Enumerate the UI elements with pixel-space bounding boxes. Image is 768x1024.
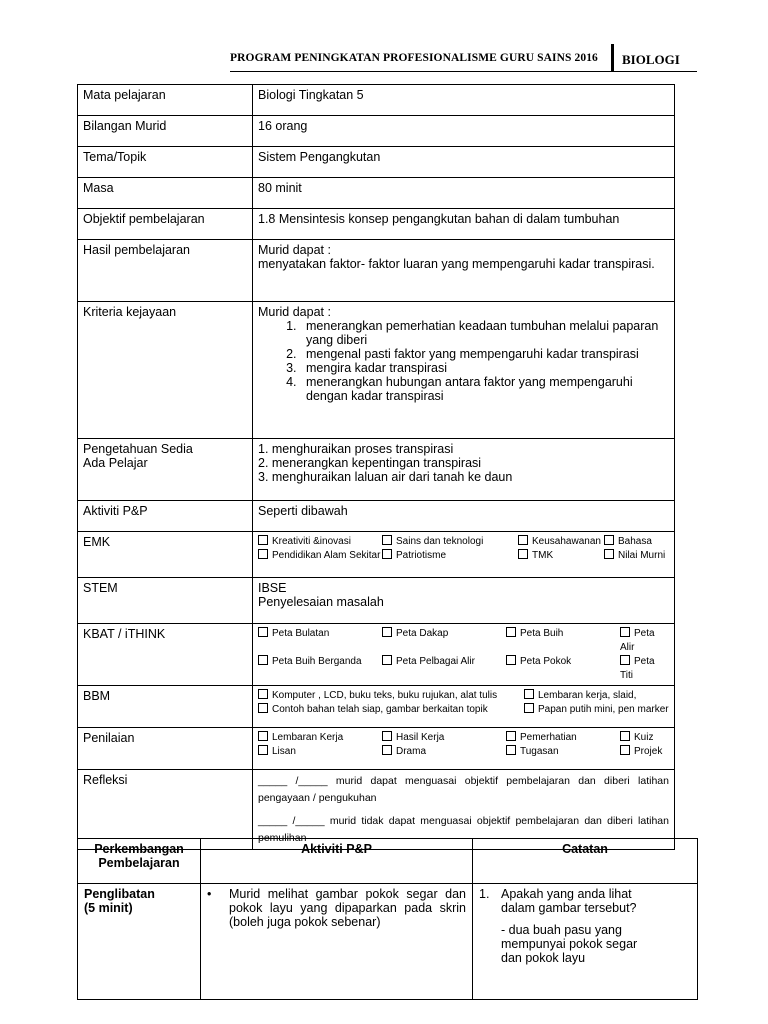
note-number: 1. bbox=[479, 887, 490, 901]
option[interactable]: Peta Alir bbox=[620, 628, 655, 653]
list-item: 1. menghuraikan proses transpirasi bbox=[258, 442, 454, 456]
list-item: 4. menerangkan hubungan antara faktor yang mempengaruhi dengan kadar transpirasi bbox=[300, 375, 669, 403]
checkbox[interactable] bbox=[518, 549, 528, 559]
option[interactable]: Peta Pokok bbox=[506, 655, 620, 683]
checkbox[interactable] bbox=[258, 689, 268, 699]
checkbox[interactable] bbox=[506, 731, 516, 741]
option[interactable]: Nilai Murni bbox=[604, 549, 669, 563]
col-header-notes: Catatan bbox=[473, 839, 698, 884]
row-objektif bbox=[78, 209, 675, 240]
header-divider bbox=[611, 44, 614, 72]
checkbox[interactable] bbox=[382, 549, 392, 559]
row-bilangan-murid bbox=[78, 116, 675, 147]
list-item: 2. menerangkan kepentingan transpirasi bbox=[258, 456, 482, 470]
reflection-line: _____ /_____ murid tidak dapat menguasai objektif pembelajaran dan diberi latihan pemulihan bbox=[258, 815, 669, 844]
lesson-plan-table bbox=[77, 84, 675, 850]
option[interactable]: Drama bbox=[382, 745, 506, 759]
checkbox[interactable] bbox=[604, 549, 614, 559]
subject-label: BIOLOGI bbox=[622, 52, 680, 67]
row-mata-pelajaran bbox=[78, 85, 675, 116]
value-cell: Seperti dibawah bbox=[253, 501, 675, 532]
option[interactable]: Tugasan bbox=[506, 745, 620, 759]
label-cell: EMK bbox=[78, 532, 253, 578]
label-cell: STEM bbox=[78, 578, 253, 624]
note-question: Apakah yang anda lihat dalam gambar tersebut? bbox=[501, 887, 637, 915]
label-line: Ada Pelajar bbox=[83, 456, 148, 470]
program-title: PROGRAM PENINGKATAN PROFESIONALISME GURU SAINS 2016 bbox=[230, 52, 598, 64]
activity-text: Murid melihat gambar pokok segar dan pokok layu yang dipaparkan pada skrin (boleh juga pokok sebenar) bbox=[229, 887, 466, 929]
label-cell: Tema/Topik bbox=[78, 147, 253, 178]
checkbox[interactable] bbox=[506, 627, 516, 637]
value-cell bbox=[253, 532, 675, 578]
option[interactable]: Peta Buih Berganda bbox=[258, 655, 382, 683]
page-header bbox=[230, 44, 697, 74]
option[interactable]: Papan putih mini, pen marker bbox=[524, 703, 669, 717]
option[interactable]: Lembaran Kerja bbox=[258, 731, 382, 745]
checkbox[interactable] bbox=[382, 655, 392, 665]
checkbox[interactable] bbox=[258, 745, 268, 755]
checkbox[interactable] bbox=[382, 627, 392, 637]
row-kbat bbox=[78, 624, 675, 686]
label-cell: BBM bbox=[78, 686, 253, 728]
option[interactable]: Peta Titi bbox=[620, 656, 655, 681]
checkbox[interactable] bbox=[258, 627, 268, 637]
list-item: 3. mengira kadar transpirasi bbox=[300, 361, 669, 375]
label-cell: Penilaian bbox=[78, 728, 253, 770]
label-line: Pengetahuan Sedia bbox=[83, 442, 193, 456]
checkbox[interactable] bbox=[506, 655, 516, 665]
col-header-stage: Perkembangan Pembelajaran bbox=[78, 839, 201, 884]
option[interactable]: Pendidikan Alam Sekitar bbox=[258, 549, 382, 563]
intro-text: Murid dapat : bbox=[258, 243, 331, 257]
option[interactable]: Peta Pelbagai Alir bbox=[382, 655, 506, 683]
checkbox[interactable] bbox=[620, 731, 630, 741]
label-cell bbox=[78, 439, 253, 501]
option[interactable]: Peta Dakap bbox=[382, 627, 506, 655]
stem-line: Penyelesaian masalah bbox=[258, 595, 384, 609]
checkbox[interactable] bbox=[524, 689, 534, 699]
option[interactable]: TMK bbox=[518, 549, 604, 563]
option[interactable]: Kuiz bbox=[620, 731, 669, 745]
row-stem bbox=[78, 578, 675, 624]
value-cell bbox=[253, 439, 675, 501]
row-pengetahuan bbox=[78, 439, 675, 501]
row-kriteria bbox=[78, 302, 675, 439]
label-cell: Aktiviti P&P bbox=[78, 501, 253, 532]
table-row bbox=[78, 884, 698, 1000]
activity-table bbox=[77, 838, 698, 1000]
value-cell bbox=[253, 578, 675, 624]
label-cell: KBAT / iTHINK bbox=[78, 624, 253, 686]
value-cell bbox=[253, 302, 675, 439]
value-cell: Biologi Tingkatan 5 bbox=[253, 85, 675, 116]
option[interactable]: Patriotisme bbox=[382, 549, 518, 563]
checkbox[interactable] bbox=[258, 655, 268, 665]
option[interactable]: Peta Buih bbox=[506, 627, 620, 655]
value-cell bbox=[253, 686, 675, 728]
list-item: 2. mengenal pasti faktor yang mempengaruhi kadar transpirasi bbox=[300, 347, 669, 361]
row-aktiviti bbox=[78, 501, 675, 532]
checkbox[interactable] bbox=[620, 745, 630, 755]
header-row bbox=[78, 839, 698, 884]
option[interactable]: Keusahawanan bbox=[518, 535, 604, 549]
option[interactable]: Sains dan teknologi bbox=[382, 535, 518, 549]
value-cell: Sistem Pengangkutan bbox=[253, 147, 675, 178]
value-cell bbox=[253, 728, 675, 770]
checkbox[interactable] bbox=[382, 731, 392, 741]
row-hasil bbox=[78, 240, 675, 302]
note-answer: - dua buah pasu yang mempunyai pokok segar dan pokok layu bbox=[501, 923, 638, 965]
checkbox[interactable] bbox=[620, 655, 630, 665]
option[interactable]: Peta Bulatan bbox=[258, 627, 382, 655]
checkbox[interactable] bbox=[604, 535, 614, 545]
bbm-options bbox=[258, 689, 669, 717]
row-masa bbox=[78, 178, 675, 209]
bullet-icon: • bbox=[207, 887, 212, 901]
notes-cell bbox=[473, 884, 698, 1000]
option[interactable]: Komputer , LCD, buku teks, buku rujukan, alat tulis bbox=[258, 689, 524, 703]
option[interactable]: Projek bbox=[620, 745, 669, 759]
list-item: 3. menghuraikan laluan air dari tanah ke daun bbox=[258, 470, 513, 484]
row-tema bbox=[78, 147, 675, 178]
checkbox[interactable] bbox=[506, 745, 516, 755]
checkbox[interactable] bbox=[258, 731, 268, 741]
value-cell: 1.8 Mensintesis konsep pengangkutan bahan di dalam tumbuhan bbox=[253, 209, 675, 240]
value-cell: 16 orang bbox=[253, 116, 675, 147]
option[interactable]: Lembaran kerja, slaid, bbox=[524, 689, 669, 703]
stem-line: IBSE bbox=[258, 581, 287, 595]
option[interactable]: Pemerhatian bbox=[506, 731, 620, 745]
option[interactable]: Kreativiti &inovasi bbox=[258, 535, 382, 549]
row-penilaian bbox=[78, 728, 675, 770]
header-rule bbox=[230, 71, 697, 72]
checkbox[interactable] bbox=[258, 703, 268, 713]
reflection-line: _____ /_____ murid dapat menguasai objektif pembelajaran dan diberi latihan pengayaan / pengukuhan bbox=[258, 775, 669, 804]
checkbox[interactable] bbox=[620, 627, 630, 637]
value-cell bbox=[253, 240, 675, 302]
row-bbm bbox=[78, 686, 675, 728]
value-cell: 80 minit bbox=[253, 178, 675, 209]
col-header-activity: Aktiviti P&P bbox=[201, 839, 473, 884]
label-cell: Mata pelajaran bbox=[78, 85, 253, 116]
option[interactable]: Bahasa bbox=[604, 535, 669, 549]
label-cell: Kriteria kejayaan bbox=[78, 302, 253, 439]
stage-cell: Penglibatan (5 minit) bbox=[78, 884, 201, 1000]
checkbox[interactable] bbox=[258, 535, 268, 545]
checkbox[interactable] bbox=[382, 745, 392, 755]
emk-options bbox=[258, 535, 669, 563]
checkbox[interactable] bbox=[258, 549, 268, 559]
label-cell: Bilangan Murid bbox=[78, 116, 253, 147]
label-cell: Masa bbox=[78, 178, 253, 209]
kbat-options bbox=[258, 627, 669, 683]
criteria-list bbox=[258, 319, 669, 403]
option[interactable]: Hasil Kerja bbox=[382, 731, 506, 745]
value-cell bbox=[253, 624, 675, 686]
label-cell: Refleksi bbox=[78, 770, 253, 850]
checkbox[interactable] bbox=[524, 703, 534, 713]
penilaian-options bbox=[258, 731, 669, 759]
intro-text: Murid dapat : bbox=[258, 305, 331, 319]
outcome-text: menyatakan faktor- faktor luaran yang mempengaruhi kadar transpirasi. bbox=[258, 257, 655, 271]
checkbox[interactable] bbox=[382, 535, 392, 545]
option[interactable]: Contoh bahan telah siap, gambar berkaitan topik bbox=[258, 703, 524, 717]
row-emk bbox=[78, 532, 675, 578]
option[interactable]: Lisan bbox=[258, 745, 382, 759]
label-cell: Hasil pembelajaran bbox=[78, 240, 253, 302]
list-item: 1. menerangkan pemerhatian keadaan tumbuhan melalui paparan yang diberi bbox=[300, 319, 669, 347]
activity-cell bbox=[201, 884, 473, 1000]
label-cell: Objektif pembelajaran bbox=[78, 209, 253, 240]
checkbox[interactable] bbox=[518, 535, 528, 545]
